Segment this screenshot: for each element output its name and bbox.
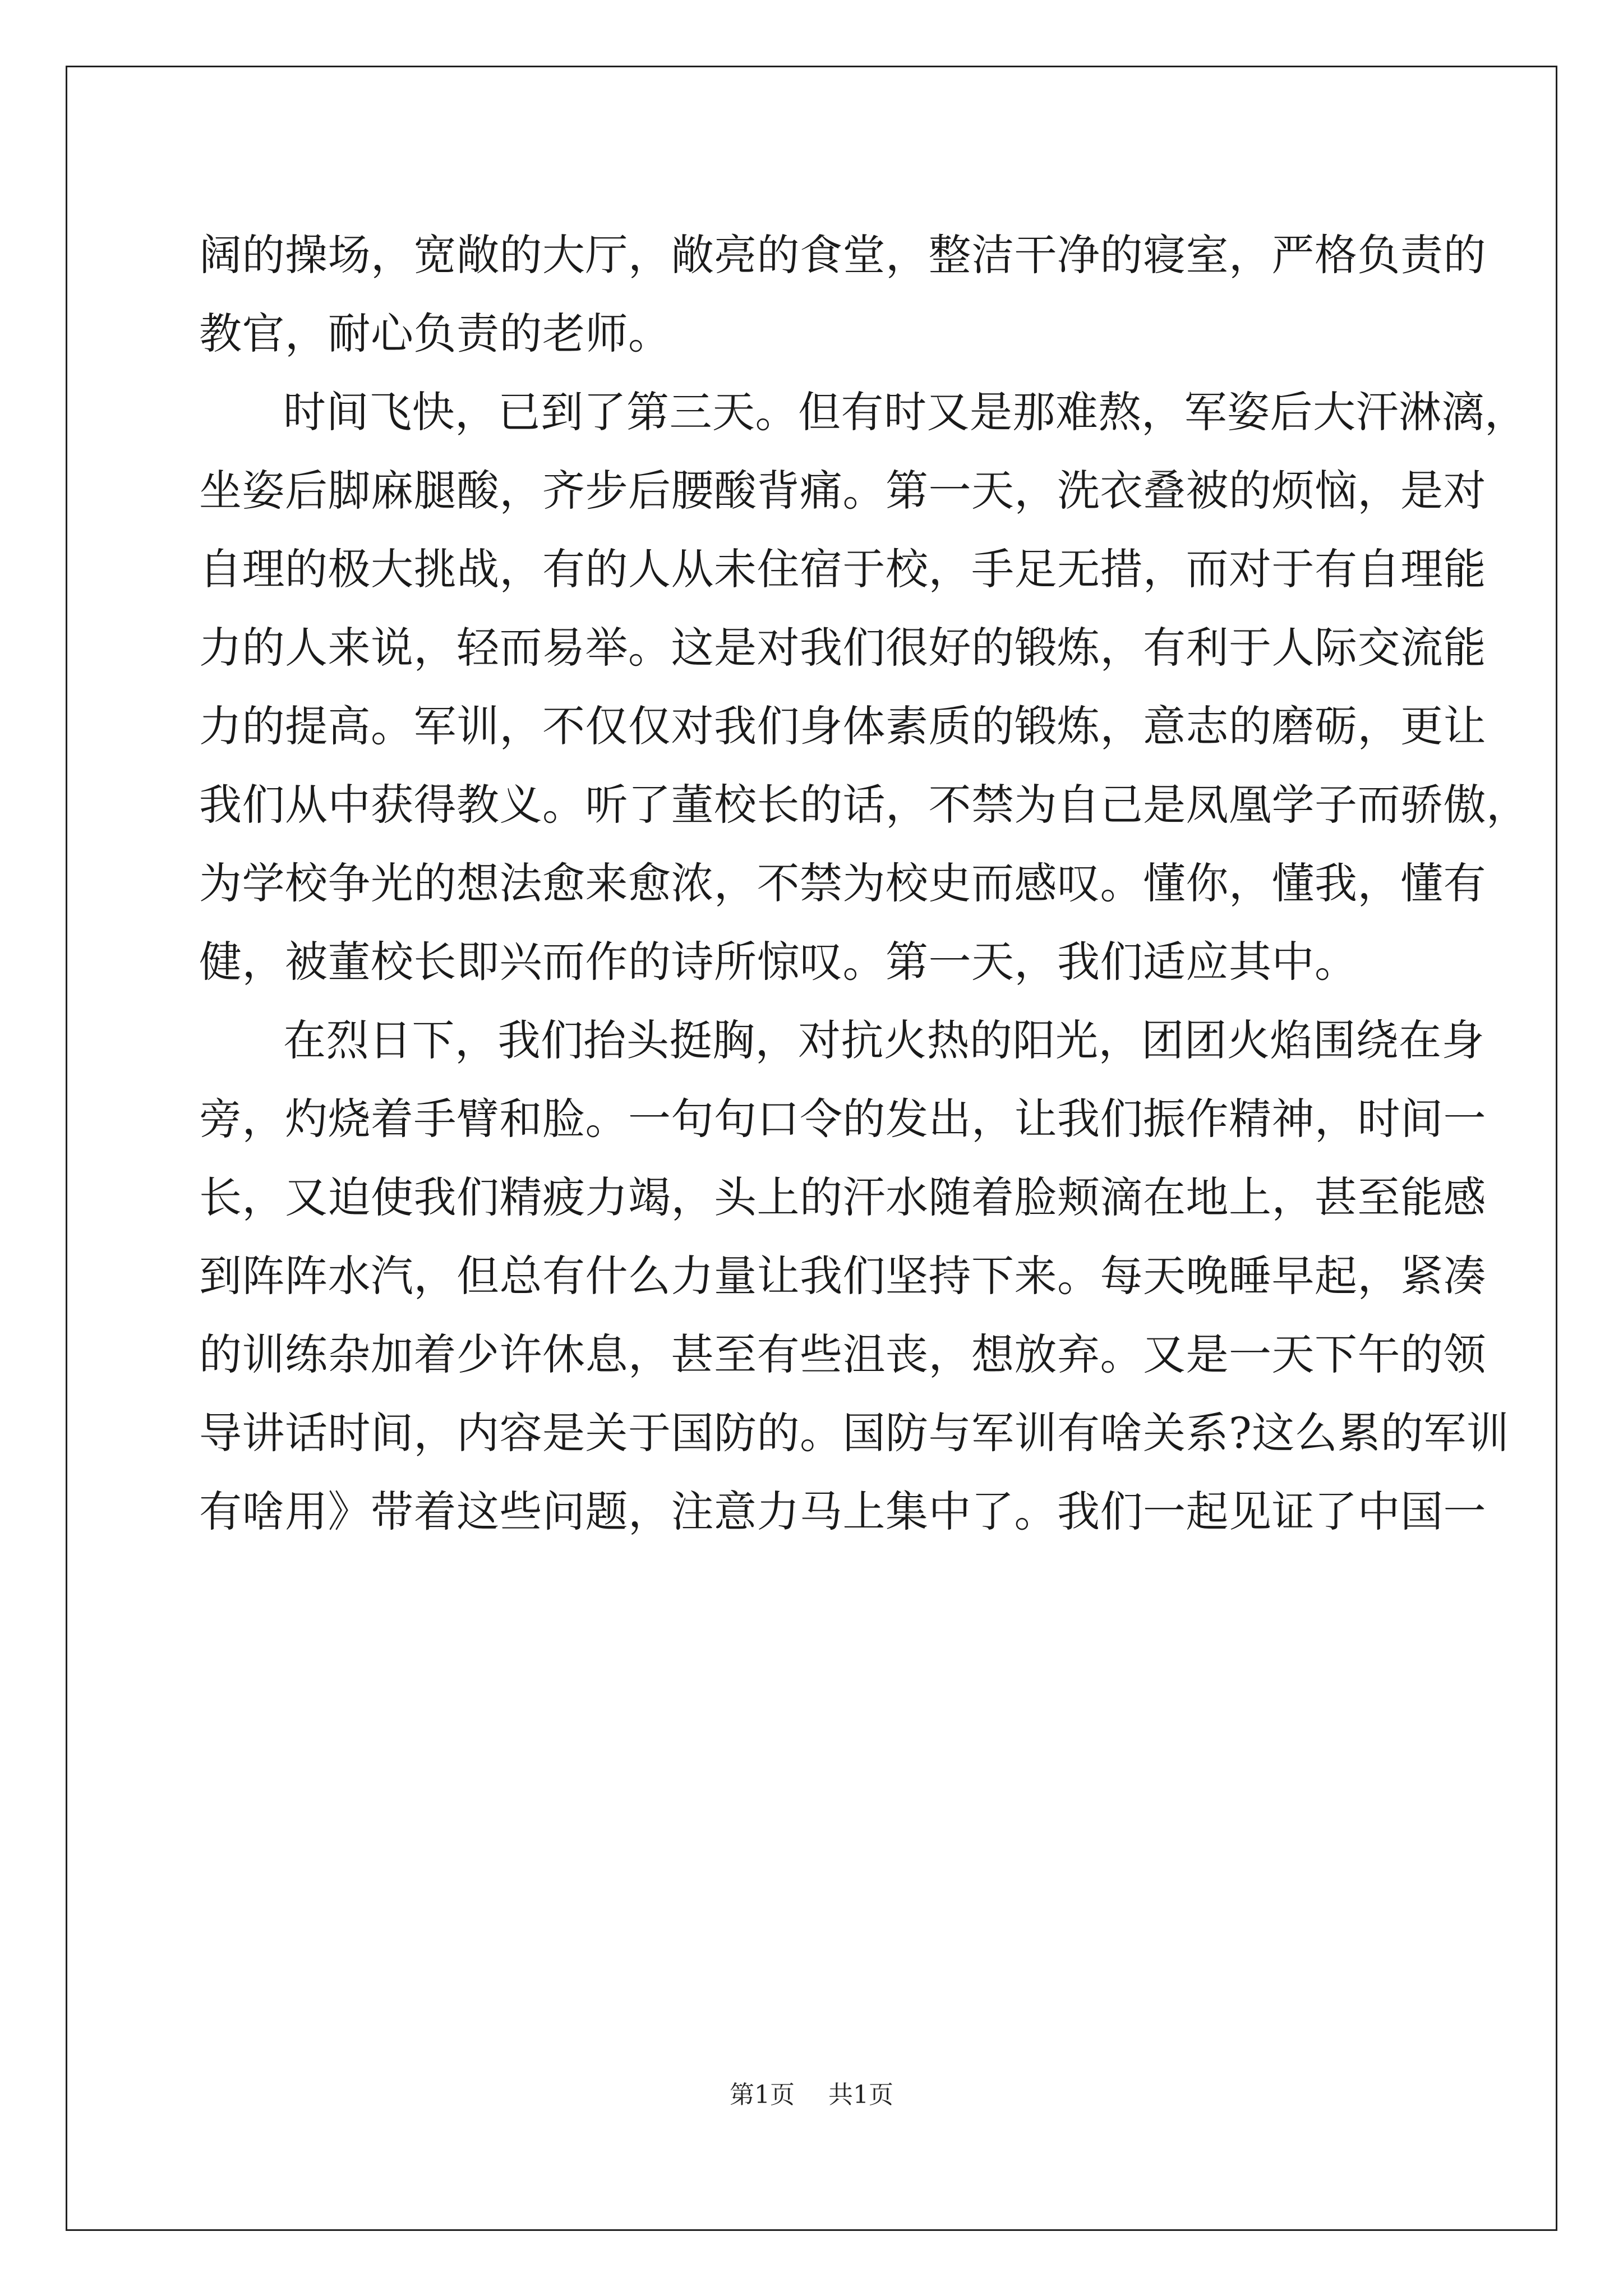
text-line: 自理的极大挑战，有的人从未住宿于校，手足无措，而对于有自理能 — [199, 544, 1486, 594]
text-line: 为学校争光的想法愈来愈浓，不禁为校史而感叹。懂你，懂我，懂有 — [199, 858, 1486, 908]
text-line: 教官，耐心负责的老师。 — [199, 309, 671, 358]
text-line: 的训练杂加着少许休息，甚至有些沮丧，想放弃。又是一天下午的领 — [199, 1329, 1486, 1379]
text-line: 坐姿后脚麻腿酸，齐步后腰酸背痛。第一天，洗衣叠被的烦恼，是对 — [199, 466, 1486, 516]
text-line: 健，被董校长即兴而作的诗所惊叹。第一天，我们适应其中。 — [199, 937, 1358, 987]
page-footer — [0, 2074, 1623, 2110]
text-line: 到阵阵水汽，但总有什么力量让我们坚持下来。每天晚睡早起，紧凑 — [199, 1251, 1486, 1301]
paragraph-first-line: 时间飞快，已到了第三天。但有时又是那难熬，军姿后大汗淋漓， — [283, 387, 1528, 437]
document-body — [199, 216, 1529, 1551]
text-line: 阔的操场，宽敞的大厅，敞亮的食堂，整洁干净的寝室，严格负责的 — [199, 230, 1486, 280]
text-line: 旁，灼烧着手臂和脸。一句句口令的发出，让我们振作精神，时间一 — [199, 1094, 1486, 1144]
text-line: 有啥用》带着这些问题，注意力马上集中了。我们一起见证了中国一 — [199, 1487, 1486, 1536]
paragraph-first-line: 在烈日下，我们抬头挺胸，对抗火热的阳光，团团火焰围绕在身 — [283, 1015, 1484, 1065]
page-number-total: 共1页 — [828, 2081, 893, 2109]
text-line: 力的提高。军训，不仅仅对我们身体素质的锻炼，意志的磨砺，更让 — [199, 701, 1486, 751]
text-line: 导讲话时间，内容是关于国防的。国防与军训有啥关系?这么累的军训 — [199, 1408, 1510, 1458]
page-number-current: 第1页 — [730, 2081, 795, 2109]
text-line: 我们从中获得教义。听了董校长的话，不禁为自己是凤凰学子而骄傲， — [199, 780, 1529, 830]
text-line: 长，又迫使我们精疲力竭，头上的汗水随着脸颊滴在地上，甚至能感 — [199, 1172, 1486, 1222]
text-line: 力的人来说，轻而易举。这是对我们很好的锻炼，有利于人际交流能 — [199, 623, 1486, 673]
